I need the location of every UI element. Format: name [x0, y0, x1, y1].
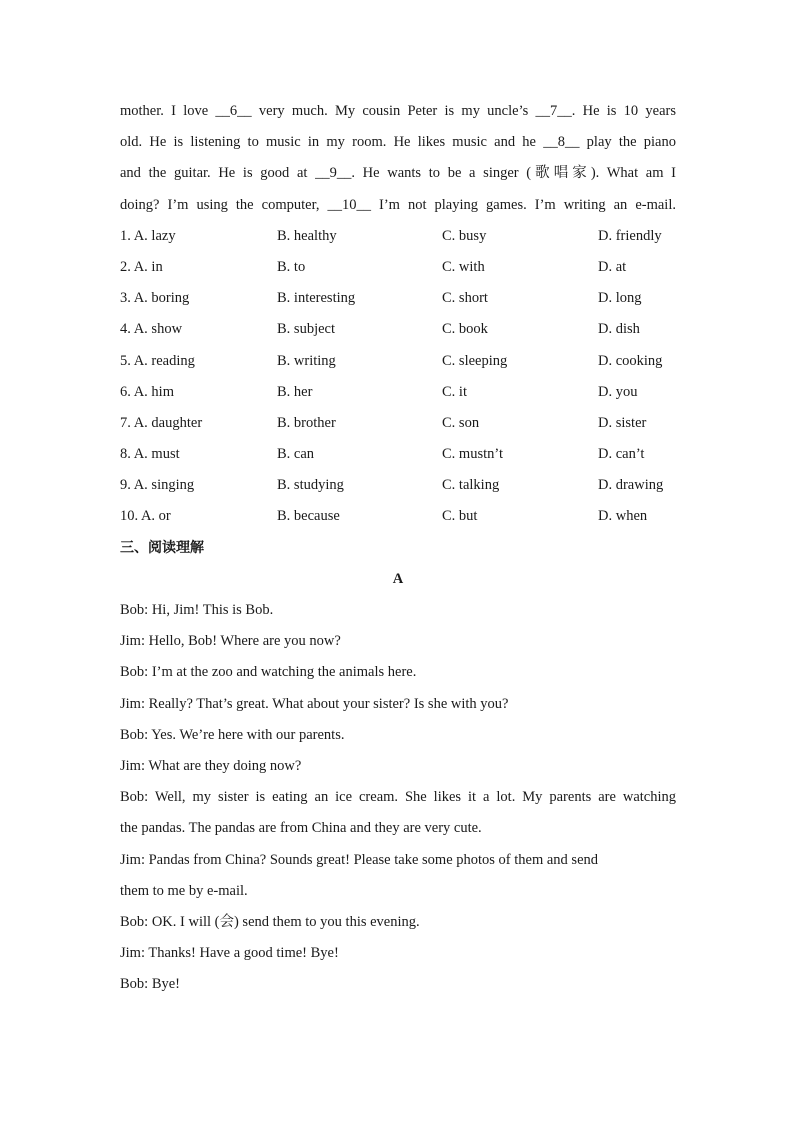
worksheet-page — [120, 96, 676, 1000]
dialogue-line: Jim: Hello, Bob! Where are you now? — [120, 633, 341, 650]
option-c: C. short — [442, 290, 488, 307]
option-row — [120, 314, 676, 345]
option-row — [120, 408, 676, 439]
dialogue-line: Jim: Really? That’s great. What about your sister? Is she with you? — [120, 695, 509, 712]
cloze-passage — [120, 96, 676, 221]
option-d: D. drawing — [598, 477, 664, 494]
option-c: C. with — [442, 258, 485, 275]
option-b: B. interesting — [277, 290, 356, 307]
option-a: 4. A. show — [120, 321, 183, 338]
option-d: D. when — [598, 508, 648, 525]
option-d: D. friendly — [598, 227, 662, 244]
option-c: C. sleeping — [442, 352, 508, 369]
option-d: D. cooking — [598, 352, 663, 369]
dialogue — [120, 595, 676, 1000]
passage-line: old. He is listening to music in my room. He likes music and he __8__ play the piano — [120, 134, 676, 151]
cloze-options — [120, 221, 676, 533]
option-d: D. dish — [598, 321, 640, 338]
option-c: C. son — [442, 414, 480, 431]
dialogue-line: Bob: Hi, Jim! This is Bob. — [120, 602, 274, 618]
passage-line: and the guitar. He is good at __9__. He wants to be a singer (歌唱家). What am I — [120, 165, 676, 182]
option-b: B. healthy — [277, 227, 337, 244]
option-a: 1. A. lazy — [120, 227, 176, 244]
option-row — [120, 346, 676, 377]
dialogue-line: Bob: Bye! — [120, 976, 181, 993]
option-a: 10. A. or — [120, 508, 171, 525]
option-a: 6. A. him — [120, 383, 174, 400]
option-row — [120, 377, 676, 408]
option-c: C. busy — [442, 227, 487, 244]
dialogue-line: Jim: Pandas from China? Sounds great! Please take some photos of them and send — [120, 851, 599, 868]
dialogue-line: them to me by e-mail. — [120, 882, 248, 899]
option-row — [120, 283, 676, 314]
option-a: 5. A. reading — [120, 352, 195, 369]
option-row — [120, 501, 676, 532]
dialogue-line: Bob: OK. I will (会) send them to you this evening. — [120, 913, 420, 930]
option-d: D. can’t — [598, 446, 645, 463]
option-c: C. mustn’t — [442, 446, 503, 463]
option-d: D. long — [598, 290, 642, 307]
option-a: 9. A. singing — [120, 477, 195, 494]
option-b: B. writing — [277, 352, 336, 369]
option-b: B. can — [277, 446, 315, 463]
option-b: B. because — [277, 508, 340, 525]
option-c: C. but — [442, 508, 478, 525]
section-title: 三、阅读理解 — [120, 539, 204, 556]
passage-title: A — [392, 570, 404, 587]
option-b: B. subject — [277, 321, 335, 338]
passage-line: doing? I’m using the computer, __10__ I’m not playing games. I’m writing an e-mail. — [120, 196, 676, 213]
option-d: D. sister — [598, 414, 647, 431]
option-row — [120, 470, 676, 501]
dialogue-line: Jim: What are they doing now? — [120, 757, 302, 774]
option-row — [120, 439, 676, 470]
option-a: 2. A. in — [120, 258, 163, 275]
option-b: B. studying — [277, 477, 344, 494]
option-c: C. talking — [442, 477, 500, 494]
option-row — [120, 252, 676, 283]
option-c: C. book — [442, 321, 488, 338]
dialogue-line: Bob: Yes. We’re here with our parents. — [120, 726, 345, 743]
option-b: B. brother — [277, 414, 336, 431]
option-a: 8. A. must — [120, 446, 180, 463]
passage-line: mother. I love __6__ very much. My cousin Peter is my uncle’s __7__. He is 10 years — [120, 103, 676, 119]
dialogue-line: Jim: Thanks! Have a good time! Bye! — [120, 945, 339, 962]
dialogue-line: Bob: I’m at the zoo and watching the animals here. — [120, 664, 417, 681]
option-row — [120, 221, 676, 252]
option-b: B. to — [277, 258, 306, 275]
option-a: 3. A. boring — [120, 290, 190, 307]
option-d: D. you — [598, 383, 638, 400]
dialogue-line: the pandas. The pandas are from China and they are very cute. — [120, 820, 482, 837]
option-a: 7. A. daughter — [120, 414, 203, 431]
option-c: C. it — [442, 383, 467, 400]
dialogue-line: Bob: Well, my sister is eating an ice cream. She likes it a lot. My parents are watching — [120, 789, 676, 806]
option-b: B. her — [277, 383, 313, 400]
option-d: D. at — [598, 258, 627, 275]
